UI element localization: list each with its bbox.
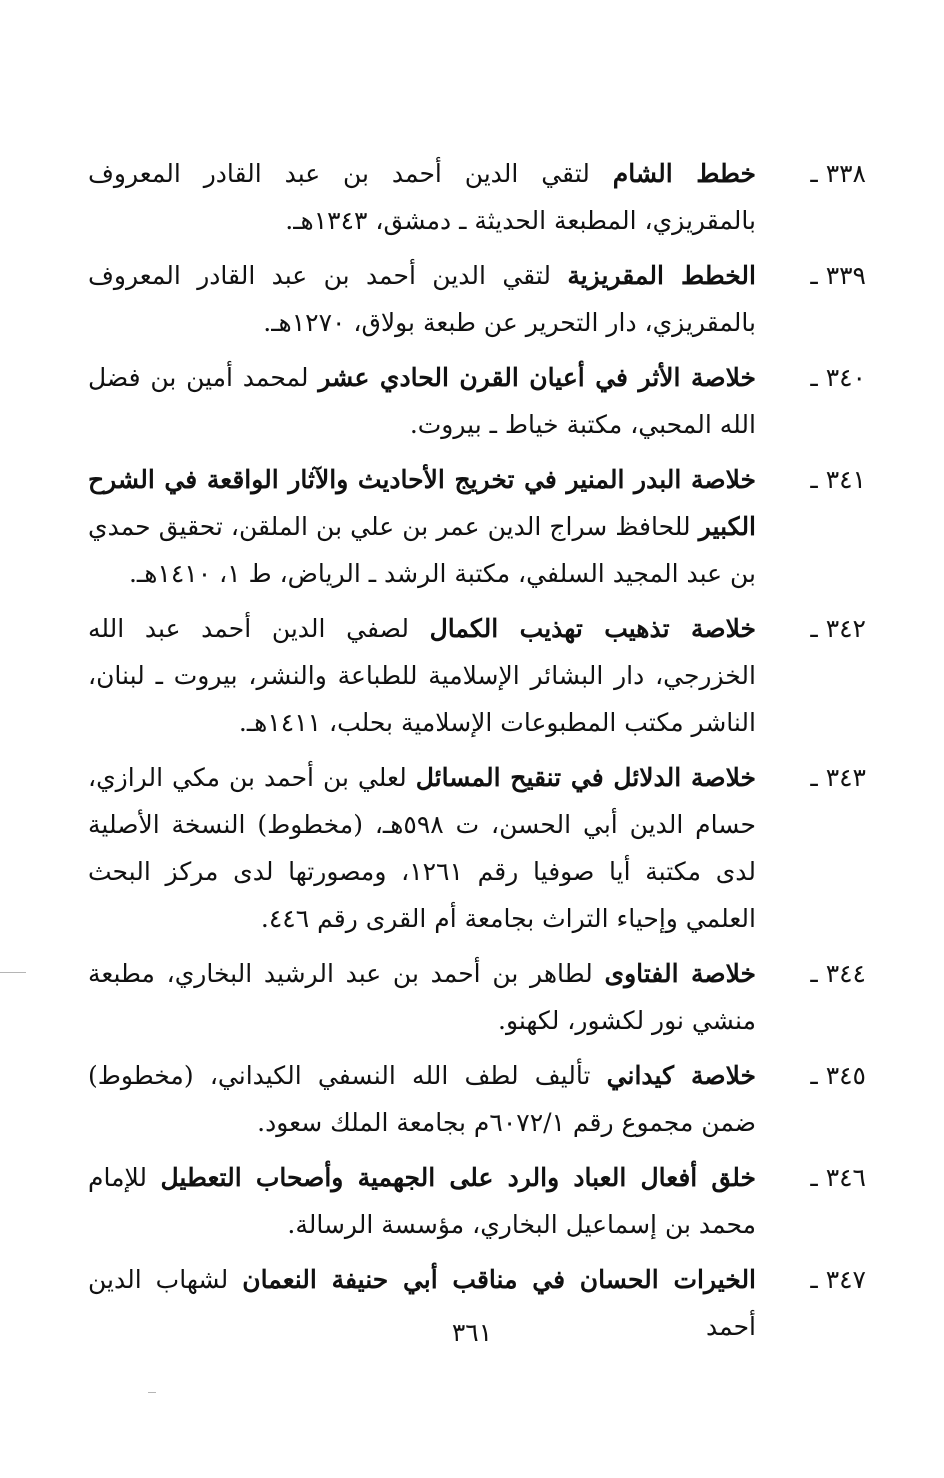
entry-title: خلاصة الأثر في أعيان القرن الحادي عشر	[318, 363, 757, 392]
bibliography-entry-340	[88, 354, 866, 448]
entry-title: خلاصة البدر المنير في تخريج الأحاديث والآثار الواقعة في الشرح الكبير	[88, 465, 757, 541]
entry-text: لعلي بن أحمد بن مكي الرازي، حسام الدين أبي الحسن، ت ٥٩٨هـ، (مخطوط) النسخة الأصلية لدى مكتبة أيا صوفيا رقم ١٢٦١، ومصورتها لدى مركز البحث العلمي وإحياء التراث بجامعة أم القرى رقم ٤٤٦.	[88, 763, 757, 933]
scan-edge-mark	[0, 972, 26, 973]
bibliography-entry-346	[88, 1154, 866, 1248]
bibliography-entry-338	[88, 150, 866, 244]
scan-dust-mark	[148, 1392, 156, 1393]
bibliography-entry-343	[88, 754, 866, 942]
entry-number: ٣٣٩ ـ	[810, 261, 866, 290]
entry-number: ٣٤٦ ـ	[810, 1163, 866, 1192]
entry-text: لشهاب الدين أحمد	[88, 1265, 756, 1341]
entry-text: لصفي الدين أحمد عبد الله الخزرجي، دار البشائر الإسلامية للطباعة والنشر، بيروت ـ لبنان، الناشر مكتب المطبوعات الإسلامية بحلب، ١٤١١هـ.	[88, 614, 756, 737]
entry-title: خلاصة كيداني	[606, 1061, 756, 1090]
bibliography-entry-341	[88, 456, 866, 597]
entry-number: ٣٤٠ ـ	[810, 363, 866, 392]
entry-text: تأليف لطف الله النسفي الكيداني، (مخطوط) ضمن مجموع رقم ٦٠٧٢/١م بجامعة الملك سعود.	[88, 1061, 756, 1137]
entry-text: للحافظ سراج الدين عمر بن علي بن الملقن، تحقيق حمدي بن عبد المجيد السلفي، مكتبة الرشد ـ الرياض، ط ١، ١٤١٠هـ.	[88, 512, 756, 588]
entry-number: ٣٤١ ـ	[810, 465, 866, 494]
entry-number: ٣٤٥ ـ	[810, 1061, 866, 1090]
bibliography-entry-345	[88, 1052, 866, 1146]
entry-title: خطط الشام	[612, 159, 756, 188]
bibliography-entry-344	[88, 950, 866, 1044]
entry-title: خلاصة تذهيب تهذيب الكمال	[429, 614, 757, 643]
entry-text: لمحمد أمين بن فضل الله المحبي، مكتبة خياط ـ بيروت.	[88, 363, 756, 439]
entry-number: ٣٤٧ ـ	[810, 1265, 866, 1294]
entry-number: ٣٣٨ ـ	[810, 159, 866, 188]
bibliography-entry-339	[88, 252, 866, 346]
page-number: ٣٦١	[451, 1318, 493, 1347]
entry-title: خلاصة الفتاوى	[604, 959, 756, 988]
entry-title: خلاصة الدلائل في تنقيح المسائل	[415, 763, 756, 792]
entry-number: ٣٤٤ ـ	[810, 959, 866, 988]
bibliography-entry-342	[88, 605, 866, 746]
entry-number: ٣٤٣ ـ	[810, 763, 866, 792]
entry-title: الخطط المقريزية	[567, 261, 756, 290]
entry-text: لتقي الدين أحمد بن عبد القادر المعروف بالمقريزي، دار التحرير عن طبعة بولاق، ١٢٧٠هـ.	[88, 261, 756, 337]
bibliography-list	[88, 150, 866, 1358]
entry-title: خلق أفعال العباد والرد على الجهمية وأصحاب التعطيل	[160, 1163, 756, 1192]
entry-text: للإمام محمد بن إسماعيل البخاري، مؤسسة الرسالة.	[88, 1163, 756, 1239]
entry-number: ٣٤٢ ـ	[810, 614, 866, 643]
entry-title: الخيرات الحسان في مناقب أبي حنيفة النعمان	[242, 1265, 757, 1294]
entry-text: لتقي الدين أحمد بن عبد القادر المعروف بالمقريزي، المطبعة الحديثة ـ دمشق، ١٣٤٣هـ.	[88, 159, 756, 235]
entry-text: لطاهر بن أحمد بن عبد الرشيد البخاري، مطبعة منشي نور لكشور، لكهنو.	[88, 959, 756, 1035]
